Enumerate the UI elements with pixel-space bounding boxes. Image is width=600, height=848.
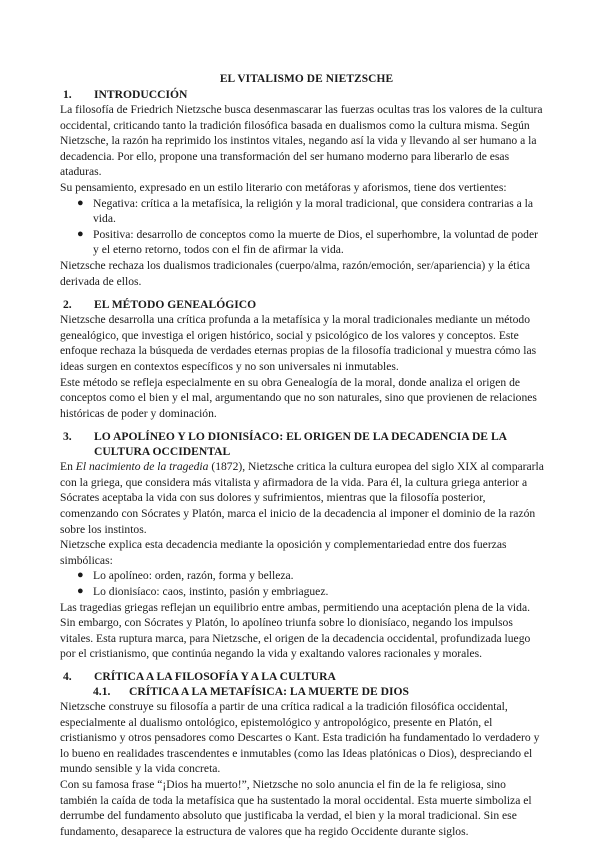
paragraph: Con su famosa frase “¡Dios ha muerto!”, Nietzsche no solo anuncia el fin de la fe religiosa, sino también la caída de toda la metafísica que ha sustentado la moral occidental. Esta muerte simboliza el derrumbe del fundamento absoluto que justificaba la verdad, el bien y la moral tradicional. Sin ese fundamento, desaparece la estructura de valores que ha regido Occidente durante siglos. — [60, 777, 532, 838]
bullet-icon: ● — [77, 585, 84, 598]
paragraph-text: En — [60, 460, 76, 474]
section-title: CRÍTICA A LA FILOSOFÍA Y A LA CULTURA — [94, 670, 336, 683]
section-number: 1. — [63, 88, 72, 101]
paragraph: Nietzsche explica esta decadencia mediante la oposición y complementariedad entre dos fuerzas simbólicas: — [60, 538, 507, 567]
list-item — [60, 584, 545, 600]
document-title: EL VITALISMO DE NIETZSCHE — [219, 73, 394, 85]
bullet-icon: ● — [77, 196, 84, 209]
section-title: LO APOLÍNEO Y LO DIONISÍACO: EL ORIGEN DE LA DECADENCIA DE LA CULTURA OCCIDENTAL — [94, 430, 507, 459]
list-item-text: Negativa: crítica a la metafísica, la religión y la moral tradicional, que considera contrarias a la vida. — [93, 196, 534, 226]
list-item — [60, 196, 545, 227]
list-item — [60, 568, 545, 584]
section-title: INTRODUCCIÓN — [94, 88, 188, 101]
paragraph: Nietzsche construye su filosofía a partir de una crítica radical a la tradición filosófica occidental, especialmente al dualismo ontológico, epistemológico y antropológico, presente en Platón, el cristianismo y otros pensadores como Descartes o Kant. Esta tradición ha fundamentado lo verdadero y lo bueno en realidades trascendentes e inmutables (como las Ideas platónicas o Dios), despreciando el mundo sensible y la vida concreta. — [60, 700, 540, 776]
paragraph — [60, 459, 545, 537]
list-item-text: Lo dionisíaco: caos, instinto, pasión y embriaguez. — [93, 585, 329, 599]
paragraph-text: (1872), Nietzsche critica la cultura europea del siglo XIX al compararla con la griega, que considera más vitalista y afirmadora de la vida. Para él, la cultura griega anterior a Sócrates aceptaba la vida con sus dolores y sufrimientos, mientras que la filosofía posterior, comenzando con Sócrates y Platón, marca el inicio de la decadencia al imponer el dominio de la razón sobre los instintos. — [60, 460, 544, 536]
list-item-text: Positiva: desarrollo de conceptos como la muerte de Dios, el superhombre, la voluntad de poder y el eterno retorno, todos con el fin de afirmar la vida. — [93, 227, 538, 257]
section-number: 2. — [63, 298, 72, 312]
subsection-number: 4.1. — [93, 685, 111, 698]
paragraph: Nietzsche rechaza los dualismos tradicionales (cuerpo/alma, razón/emoción, ser/apariencia) y la ética derivada de ellos. — [60, 258, 530, 288]
bullet-icon: ● — [77, 227, 84, 240]
subsection-title: CRÍTICA A LA METAFÍSICA: LA MUERTE DE DIOS — [129, 685, 409, 698]
paragraph: Nietzsche desarrolla una crítica profunda a la metafísica y la moral tradicionales mediante un método genealógico, que investiga el origen histórico, social y psicológico de los valores y conceptos. Este enfoque rechaza la búsqueda de verdades eternas propias de la filosofía tradicional y muestra cómo las ideas surgen en contextos específicos y no son universales ni inmutables. — [60, 313, 537, 373]
section-2-heading — [60, 297, 545, 312]
section-number: 4. — [63, 670, 72, 683]
paragraph: La filosofía de Friedrich Nietzsche busca desenmascarar las fuerzas ocultas tras los valores de la cultura occidental, criticando tanto la tradición filosófica basada en dualismos como la cultura misma. Según Nietzsche, la razón ha reprimido los instintos vitales, negando así la vida y llevando al ser humano a la decadencia. Por ello, propone una transformación del ser humano moderno para liberarlo de esas ataduras. — [60, 103, 543, 179]
book-title: El nacimiento de la tragedia — [75, 460, 209, 474]
section-number: 3. — [63, 430, 72, 444]
bullet-list — [60, 568, 545, 599]
paragraph: Las tragedias griegas reflejan un equilibrio entre ambas, permitiendo una aceptación plena de la vida. Sin embargo, con Sócrates y Platón, lo apolíneo triunfa sobre lo dionisíaco, negando los impulsos vitales. Esta ruptura marca, para Nietzsche, el origen de la decadencia occidental, profundizada luego por el cristianismo, que continúa negando la vida y exaltando valores racionales y morales. — [60, 600, 531, 661]
section-1-heading — [60, 87, 545, 102]
section-4-heading — [60, 669, 545, 684]
paragraph: Este método se refleja especialmente en su obra Genealogía de la moral, donde analiza el origen de conceptos como el bien y el mal, argumentando que no son naturales, sino que provienen de relaciones históricas de poder y dominación. — [60, 375, 537, 420]
list-item — [60, 227, 545, 258]
section-3-heading — [60, 429, 545, 459]
document-body — [60, 72, 545, 839]
section-title: EL MÉTODO GENEALÓGICO — [94, 298, 257, 312]
bullet-icon: ● — [77, 569, 84, 582]
subsection-4-1-heading — [60, 684, 545, 699]
list-item-text: Lo apolíneo: orden, razón, forma y belleza. — [93, 569, 294, 583]
paragraph: Su pensamiento, expresado en un estilo literario con metáforas y aforismos, tiene dos vertientes: — [60, 180, 507, 194]
bullet-list — [60, 196, 545, 258]
